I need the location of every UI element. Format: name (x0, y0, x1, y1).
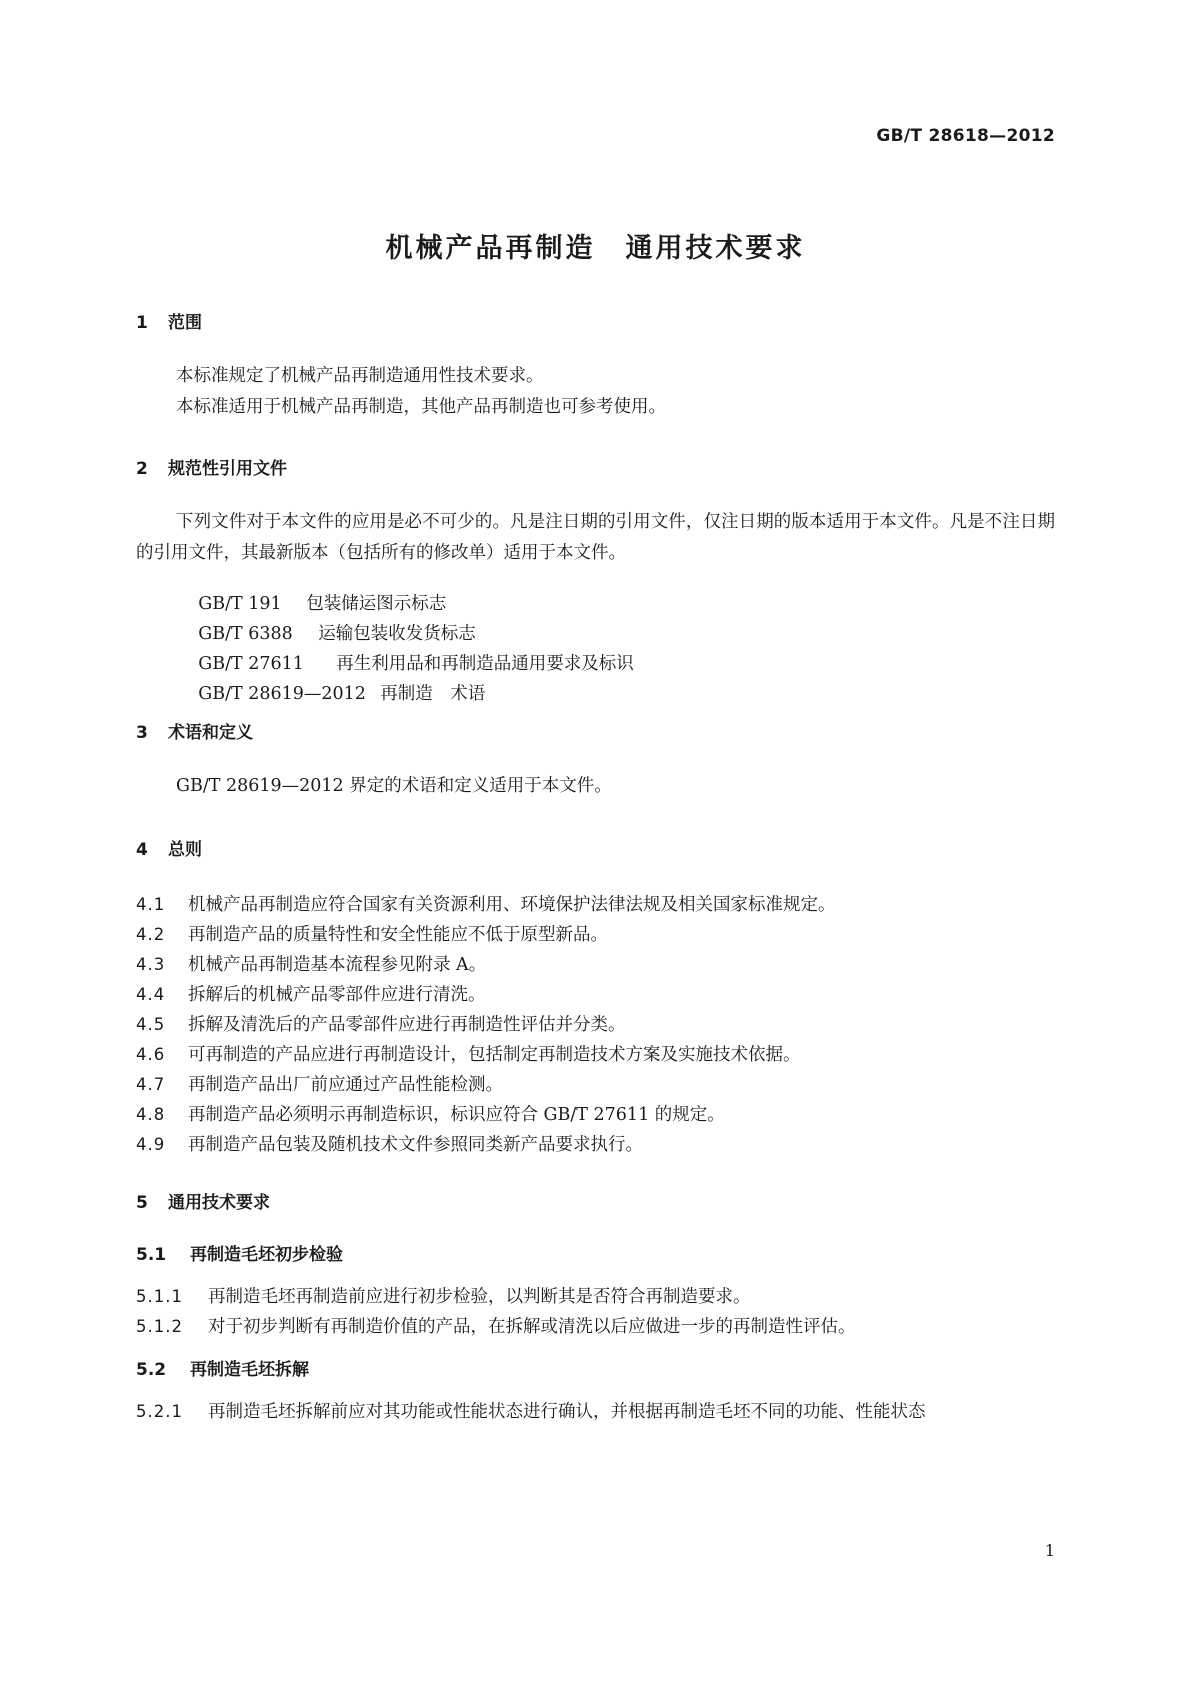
reference-title: 运输包装收发货标志 (318, 624, 476, 644)
section-5-heading (136, 1188, 270, 1213)
reference-item (176, 660, 485, 725)
clause-text: 可再制造的产品应进行再制造设计，包括制定再制造技术方案及实施技术依据。 (188, 1045, 801, 1065)
paragraph: 本标准规定了机械产品再制造通用性技术要求。 (176, 366, 544, 386)
section-title: 规范性引用文件 (168, 459, 287, 479)
section-4-heading (136, 835, 202, 860)
clause (136, 921, 608, 946)
section-title: 总则 (168, 840, 202, 860)
clause-text: 拆解后的机械产品零部件应进行清洗。 (188, 985, 486, 1005)
paragraph: 下列文件对于本文件的应用是必不可少的。凡是注日期的引用文件，仅注日期的版本适用于本文件。凡是不注日期的引用文件，其最新版本（包括所有的修改单）适用于本文件。 (136, 512, 1055, 563)
subsection-number: 5.2 (136, 1360, 167, 1380)
clause-text: 机械产品再制造基本流程参见附录 A。 (188, 955, 487, 975)
clause-number: 4.4 (136, 985, 166, 1004)
clause-text: 再制造毛坯拆解前应对其功能或性能状态进行确认，并根据再制造毛坯不同的功能、性能状态 (208, 1402, 926, 1422)
subsection-number: 5.1 (136, 1245, 167, 1265)
paragraph: 本标准适用于机械产品再制造，其他产品再制造也可参考使用。 (176, 397, 666, 417)
clause-number: 4.3 (136, 955, 166, 974)
clause-text: 再制造产品出厂前应通过产品性能检测。 (188, 1075, 503, 1095)
clause-number: 5.1.1 (136, 1287, 183, 1306)
section-3-heading (136, 718, 253, 743)
clause (136, 951, 486, 976)
section-number: 4 (136, 840, 148, 860)
clause-number: 5.1.2 (136, 1317, 183, 1336)
clause (136, 1398, 926, 1423)
clause-text: 再制造产品的质量特性和安全性能应不低于原型新品。 (188, 925, 608, 945)
clause (136, 1011, 626, 1036)
section-number: 3 (136, 723, 148, 743)
clause-number: 4.1 (136, 895, 166, 914)
section-1-heading (136, 308, 202, 333)
clause-text: 再制造产品包装及随机技术文件参照同类新产品要求执行。 (188, 1135, 643, 1155)
reference-code: GB/T 27611 (198, 654, 304, 674)
clause-number: 4.8 (136, 1105, 166, 1124)
clause (136, 1101, 725, 1126)
reference-title: 再生利用品和再制造品通用要求及标识 (336, 654, 634, 674)
clause (136, 891, 836, 916)
reference-title: 再制造 术语 (380, 684, 486, 704)
paragraph: GB/T 28619—2012 界定的术语和定义适用于本文件。 (176, 776, 612, 796)
subsection-title: 再制造毛坯初步检验 (190, 1245, 343, 1265)
clause-text: 再制造毛坯再制造前应进行初步检验，以判断其是否符合再制造要求。 (208, 1287, 751, 1307)
reference-code: GB/T 6388 (198, 624, 293, 644)
section-number: 2 (136, 459, 148, 479)
clause-number: 4.7 (136, 1075, 166, 1094)
subsection-5-1-heading (136, 1240, 343, 1265)
clause-text: 拆解及清洗后的产品零部件应进行再制造性评估并分类。 (188, 1015, 626, 1035)
clause (136, 1071, 503, 1096)
reference-title: 包装储运图示标志 (306, 594, 447, 614)
clause (136, 1283, 751, 1308)
reference-code: GB/T 191 (198, 594, 282, 614)
page-number: 1 (1044, 1541, 1055, 1560)
clause-number: 4.5 (136, 1015, 166, 1034)
clause-number: 4.9 (136, 1135, 166, 1154)
section-2-heading (136, 454, 287, 479)
section-number: 5 (136, 1193, 148, 1213)
clause-number: 4.2 (136, 925, 166, 944)
clause-text: 对于初步判断有再制造价值的产品，在拆解或清洗以后应做进一步的再制造性评估。 (208, 1317, 856, 1337)
clause-text: 机械产品再制造应符合国家有关资源利用、环境保护法律法规及相关国家标准规定。 (188, 895, 836, 915)
clause-text: 再制造产品必须明示再制造标识，标识应符合 GB/T 27611 的规定。 (188, 1105, 725, 1125)
section-title: 通用技术要求 (168, 1193, 270, 1213)
subsection-title: 再制造毛坯拆解 (190, 1360, 309, 1380)
document-title: 机械产品再制造 通用技术要求 (385, 233, 806, 264)
clause (136, 1131, 643, 1156)
section-title: 范围 (168, 313, 202, 333)
standard-number: GB/T 28618—2012 (876, 126, 1055, 146)
subsection-5-2-heading (136, 1355, 309, 1380)
section-title: 术语和定义 (168, 723, 253, 743)
clause (136, 981, 486, 1006)
clause-number: 5.2.1 (136, 1402, 183, 1421)
clause (136, 1313, 856, 1338)
clause-number: 4.6 (136, 1045, 166, 1064)
section-number: 1 (136, 313, 148, 333)
reference-code: GB/T 28619—2012 (198, 684, 366, 704)
clause (136, 1041, 801, 1066)
